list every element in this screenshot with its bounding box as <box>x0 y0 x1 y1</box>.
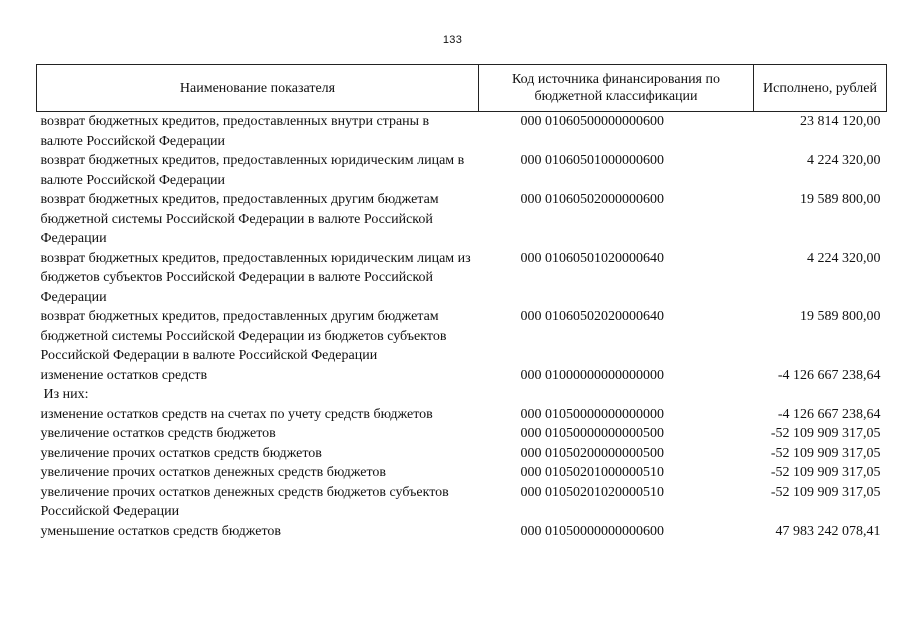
row-indicator-name: увеличение прочих остатков средств бюджетов <box>40 445 322 461</box>
row-indicator-name: уменьшение остатков средств бюджетов <box>40 523 282 539</box>
header-executed-amount: Исполнено, рублей <box>754 65 887 112</box>
row-indicator-name: возврат бюджетных кредитов, предоставленных юридическим лицам из бюджетов субъектов Российской Федерации в валюте Российской Федерации <box>40 250 471 305</box>
row-classification-code: 000 01050000000000000 <box>520 406 664 422</box>
row-indicator-name: возврат бюджетных кредитов, предоставленных юридическим лицам в валюте Российской Федерации <box>40 153 465 188</box>
row-indicator-name: изменение остатков средств на счетах по учету средств бюджетов <box>40 406 433 422</box>
row-executed-amount: 23 814 120,00 <box>800 114 881 129</box>
row-indicator-name: Из них: <box>43 387 89 402</box>
row-indicator-name: возврат бюджетных кредитов, предоставленных другим бюджетам бюджетной системы Российской Федерации из бюджетов субъектов Российской Федерации в валюте Российской Федерации <box>40 309 447 363</box>
row-indicator-name: изменение остатков средств <box>40 367 208 383</box>
table-row <box>37 112 887 152</box>
row-indicator-name: увеличение прочих остатков денежных средств бюджетов <box>40 465 387 480</box>
table-row <box>37 444 887 464</box>
row-executed-amount <box>754 385 887 405</box>
row-classification-code: 000 01060500000000600 <box>520 114 664 129</box>
row-executed-amount: -52 109 909 317,05 <box>770 484 881 500</box>
row-classification-code: 000 01000000000000000 <box>520 367 664 383</box>
budget-sources-table <box>36 64 887 541</box>
row-indicator-name: увеличение остатков средств бюджетов <box>40 426 276 441</box>
table-row <box>37 463 887 483</box>
row-executed-amount: 4 224 320,00 <box>807 153 881 168</box>
row-executed-amount: 19 589 800,00 <box>800 309 881 324</box>
row-classification-code: 000 01060501000000600 <box>520 153 664 168</box>
row-classification-code: 000 01050201000000510 <box>520 465 664 480</box>
table-row <box>37 190 887 249</box>
header-classification-code: Код источника финансирования по бюджетной классификации <box>479 65 754 112</box>
row-classification-code: 000 01050201020000510 <box>520 484 664 500</box>
table-row <box>37 522 887 542</box>
row-executed-amount: -52 109 909 317,05 <box>770 426 881 441</box>
table-row <box>37 151 887 190</box>
table-row <box>37 366 887 386</box>
row-classification-code: 000 01050000000000600 <box>520 523 664 539</box>
table-row <box>37 405 887 425</box>
row-classification-code: 000 01050000000000500 <box>520 426 664 441</box>
header-indicator-name: Наименование показателя <box>37 65 479 112</box>
row-executed-amount: -4 126 667 238,64 <box>777 367 881 383</box>
table-header-row <box>37 65 887 112</box>
page-number: 133 <box>442 34 463 46</box>
row-indicator-name: увеличение прочих остатков денежных средств бюджетов субъектов Российской Федерации <box>40 484 449 519</box>
row-executed-amount: -4 126 667 238,64 <box>777 406 881 422</box>
table-row <box>37 307 887 366</box>
row-executed-amount: -52 109 909 317,05 <box>770 445 881 461</box>
row-classification-code <box>479 385 754 405</box>
table-row <box>37 483 887 522</box>
row-classification-code: 000 01050200000000500 <box>520 445 664 461</box>
table-header <box>37 65 887 112</box>
row-executed-amount: 19 589 800,00 <box>800 192 881 207</box>
table-row <box>37 424 887 444</box>
row-indicator-name: возврат бюджетных кредитов, предоставленных другим бюджетам бюджетной системы Российской Федерации в валюте Российской Федерации <box>40 192 439 246</box>
table-body <box>37 112 887 542</box>
table-row <box>37 385 887 405</box>
row-classification-code: 000 01060501020000640 <box>520 250 664 266</box>
row-executed-amount: 4 224 320,00 <box>807 250 881 266</box>
row-indicator-name: возврат бюджетных кредитов, предоставленных внутри страны в валюте Российской Федерации <box>40 114 430 149</box>
row-classification-code: 000 01060502020000640 <box>520 309 664 324</box>
table-row <box>37 249 887 308</box>
row-executed-amount: -52 109 909 317,05 <box>770 465 881 480</box>
row-executed-amount: 47 983 242 078,41 <box>775 523 881 539</box>
row-classification-code: 000 01060502000000600 <box>520 192 664 207</box>
